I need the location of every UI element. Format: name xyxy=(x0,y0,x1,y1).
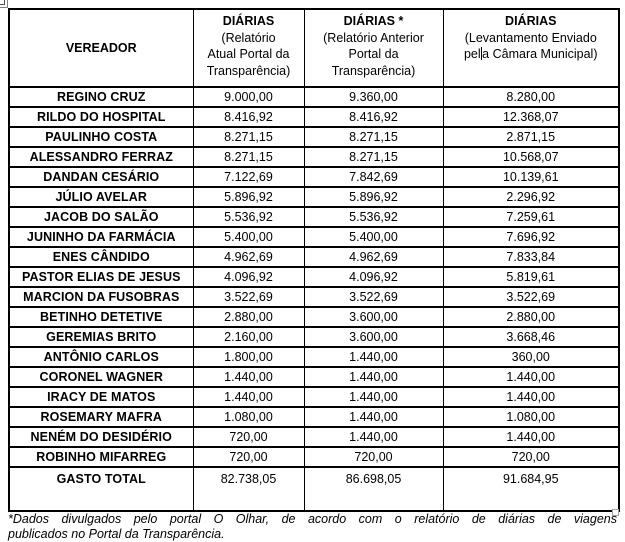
diarias-anterior-cell[interactable]: 3.600,00 xyxy=(304,327,443,347)
diarias-camara-cell[interactable]: 1.440,00 xyxy=(443,387,619,407)
diarias-camara-cell[interactable]: 1.440,00 xyxy=(443,367,619,387)
col-subtitle: Transparência) xyxy=(331,63,416,78)
table-row xyxy=(9,367,619,387)
col-subtitle: (Levantamento Enviado xyxy=(464,30,597,45)
table-row xyxy=(9,307,619,327)
diarias-camara-cell[interactable]: 2.880,00 xyxy=(443,307,619,327)
diarias-atual-cell[interactable]: 2.880,00 xyxy=(193,307,304,327)
table-row xyxy=(9,347,619,367)
diarias-anterior-cell[interactable]: 9.360,00 xyxy=(304,87,443,107)
subtitle-text-after-caret: a Câmara Municipal) xyxy=(482,47,598,61)
vereador-name-cell[interactable]: DANDAN CESÁRIO xyxy=(9,167,193,187)
diarias-anterior-cell[interactable]: 1.440,00 xyxy=(304,427,443,447)
diarias-camara-cell[interactable]: 10.139,61 xyxy=(443,167,619,187)
diarias-camara-cell[interactable]: 10.568,07 xyxy=(443,147,619,167)
vereador-name-cell[interactable]: ROSEMARY MAFRA xyxy=(9,407,193,427)
table-row xyxy=(9,147,619,167)
diarias-atual-cell[interactable]: 1.800,00 xyxy=(193,347,304,367)
diarias-anterior-cell[interactable]: 3.522,69 xyxy=(304,287,443,307)
vereador-name-cell[interactable]: JÚLIO AVELAR xyxy=(9,187,193,207)
vereador-name-cell[interactable]: ANTÔNIO CARLOS xyxy=(9,347,193,367)
footnote-line-2[interactable]: publicados no Portal da Transparência. xyxy=(8,526,225,541)
diarias-atual-cell[interactable]: 3.522,69 xyxy=(193,287,304,307)
diarias-anterior-cell[interactable]: 4.096,92 xyxy=(304,267,443,287)
diarias-atual-cell[interactable]: 5.896,92 xyxy=(193,187,304,207)
diarias-anterior-cell[interactable]: 1.440,00 xyxy=(304,347,443,367)
vereador-name-cell[interactable]: JUNINHO DA FARMÁCIA xyxy=(9,227,193,247)
diarias-anterior-cell[interactable]: 720,00 xyxy=(304,447,443,467)
diarias-anterior-cell[interactable]: 5.400,00 xyxy=(304,227,443,247)
col-subtitle: Portal da xyxy=(348,47,399,61)
diarias-anterior-cell[interactable]: 8.271,15 xyxy=(304,147,443,167)
diarias-camara-cell[interactable]: 12.368,07 xyxy=(443,107,619,127)
diarias-anterior-cell[interactable]: 8.416,92 xyxy=(304,107,443,127)
col-title: DIÁRIAS * xyxy=(343,14,404,28)
table-row xyxy=(9,127,619,147)
vereador-name-cell[interactable]: NENÉM DO DESIDÉRIO xyxy=(9,427,193,447)
col-header-diarias-camara[interactable] xyxy=(443,9,619,87)
header-row xyxy=(9,9,619,87)
diarias-atual-cell[interactable]: 1.080,00 xyxy=(193,407,304,427)
diarias-camara-cell[interactable]: 720,00 xyxy=(443,447,619,467)
diarias-anterior-cell[interactable]: 5.896,92 xyxy=(304,187,443,207)
footnote xyxy=(8,512,617,541)
vereador-name-cell[interactable]: JACOB DO SALÃO xyxy=(9,207,193,227)
subtitle-text-before-caret: pel xyxy=(463,47,481,61)
table-row xyxy=(9,247,619,267)
total-camara-cell[interactable]: 91.684,95 xyxy=(443,467,619,511)
vereador-name-cell[interactable]: PAULINHO COSTA xyxy=(9,127,193,147)
table-move-handle-icon[interactable] xyxy=(0,0,8,8)
col-title: DIÁRIAS xyxy=(505,14,557,28)
vereador-name-cell[interactable]: MARCION DA FUSOBRAS xyxy=(9,287,193,307)
diarias-camara-cell[interactable]: 1.080,00 xyxy=(443,407,619,427)
diarias-atual-cell[interactable]: 720,00 xyxy=(193,427,304,447)
diarias-camara-cell[interactable]: 7.259,61 xyxy=(443,207,619,227)
total-row xyxy=(9,467,619,511)
total-atual-cell[interactable]: 82.738,05 xyxy=(193,467,304,511)
table-row xyxy=(9,267,619,287)
table-row xyxy=(9,207,619,227)
vereador-name-cell[interactable]: ENES CÂNDIDO xyxy=(9,247,193,267)
col-title: DIÁRIAS xyxy=(222,14,275,28)
diarias-atual-cell[interactable]: 8.416,92 xyxy=(193,107,304,127)
diarias-atual-cell[interactable]: 1.440,00 xyxy=(193,367,304,387)
diarias-atual-cell[interactable]: 4.096,92 xyxy=(193,267,304,287)
col-subtitle: (Relatório xyxy=(221,30,276,45)
diarias-atual-cell[interactable]: 7.122,69 xyxy=(193,167,304,187)
diarias-atual-cell[interactable]: 720,00 xyxy=(193,447,304,467)
diarias-camara-cell[interactable]: 2.296,92 xyxy=(443,187,619,207)
diarias-atual-cell[interactable]: 9.000,00 xyxy=(193,87,304,107)
diarias-camara-cell[interactable]: 1.440,00 xyxy=(443,427,619,447)
vereador-name-cell[interactable]: PASTOR ELIAS DE JESUS xyxy=(9,267,193,287)
table-row xyxy=(9,407,619,427)
diarias-camara-cell[interactable]: 360,00 xyxy=(443,347,619,367)
diarias-anterior-cell[interactable]: 7.842,69 xyxy=(304,167,443,187)
table-row xyxy=(9,187,619,207)
diarias-camara-cell[interactable]: 7.696,92 xyxy=(443,227,619,247)
diarias-camara-cell[interactable]: 5.819,61 xyxy=(443,267,619,287)
table-row xyxy=(9,167,619,187)
table-row xyxy=(9,387,619,407)
vereador-name-cell[interactable]: GEREMIAS BRITO xyxy=(9,327,193,347)
col-header-diarias-atual[interactable] xyxy=(193,9,304,87)
table-row xyxy=(9,447,619,467)
col-subtitle: (Relatório Anterior xyxy=(323,30,424,45)
diarias-camara-cell[interactable]: 7.833,84 xyxy=(443,247,619,267)
table-row xyxy=(9,427,619,447)
diarias-atual-cell[interactable]: 8.271,15 xyxy=(193,127,304,147)
diarias-camara-cell[interactable]: 3.668,46 xyxy=(443,327,619,347)
diarias-atual-cell[interactable]: 4.962,69 xyxy=(193,247,304,267)
diarias-atual-cell[interactable]: 1.440,00 xyxy=(193,387,304,407)
table-row xyxy=(9,327,619,347)
diarias-atual-cell[interactable]: 2.160,00 xyxy=(193,327,304,347)
diarias-anterior-cell[interactable]: 1.440,00 xyxy=(304,367,443,387)
vereador-name-cell[interactable]: IRACY DE MATOS xyxy=(9,387,193,407)
diarias-atual-cell[interactable]: 5.400,00 xyxy=(193,227,304,247)
diarias-anterior-cell[interactable]: 8.271,15 xyxy=(304,127,443,147)
diarias-atual-cell[interactable]: 5.536,92 xyxy=(193,207,304,227)
total-label-cell[interactable]: GASTO TOTAL xyxy=(9,467,193,511)
diarias-anterior-cell[interactable]: 1.440,00 xyxy=(304,407,443,427)
footnote-line-1[interactable]: *Dados divulgados pelo portal O Olhar, de acordo com o relatório de diárias de viagens xyxy=(8,512,617,526)
table-row xyxy=(9,107,619,127)
diarias-camara-cell[interactable]: 3.522,69 xyxy=(443,287,619,307)
diarias-camara-cell[interactable]: 2.871,15 xyxy=(443,127,619,147)
vereador-name-cell[interactable]: ALESSANDRO FERRAZ xyxy=(9,147,193,167)
vereador-name-cell[interactable]: RILDO DO HOSPITAL xyxy=(9,107,193,127)
diarias-anterior-cell[interactable]: 3.600,00 xyxy=(304,307,443,327)
col-subtitle: Atual Portal da xyxy=(207,47,290,61)
vereador-name-cell[interactable]: ROBINHO MIFARREG xyxy=(9,447,193,467)
vereador-name-cell[interactable]: CORONEL WAGNER xyxy=(9,367,193,387)
vereador-name-cell[interactable]: REGINO CRUZ xyxy=(9,87,193,107)
diarias-anterior-cell[interactable]: 4.962,69 xyxy=(304,247,443,267)
table-row xyxy=(9,227,619,247)
col-header-diarias-anterior[interactable] xyxy=(304,9,443,87)
diarias-atual-cell[interactable]: 8.271,15 xyxy=(193,147,304,167)
col-subtitle: Transparência) xyxy=(206,63,291,78)
table-row xyxy=(9,87,619,107)
diarias-table xyxy=(8,8,620,512)
diarias-anterior-cell[interactable]: 1.440,00 xyxy=(304,387,443,407)
vereador-name-cell[interactable]: BETINHO DETETIVE xyxy=(9,307,193,327)
col-header-vereador-label: VEREADOR xyxy=(65,41,137,55)
col-subtitle xyxy=(444,46,619,63)
table-row xyxy=(9,287,619,307)
diarias-anterior-cell[interactable]: 5.536,92 xyxy=(304,207,443,227)
diarias-camara-cell[interactable]: 8.280,00 xyxy=(443,87,619,107)
total-anterior-cell[interactable]: 86.698,05 xyxy=(304,467,443,511)
col-header-vereador[interactable] xyxy=(9,9,193,87)
